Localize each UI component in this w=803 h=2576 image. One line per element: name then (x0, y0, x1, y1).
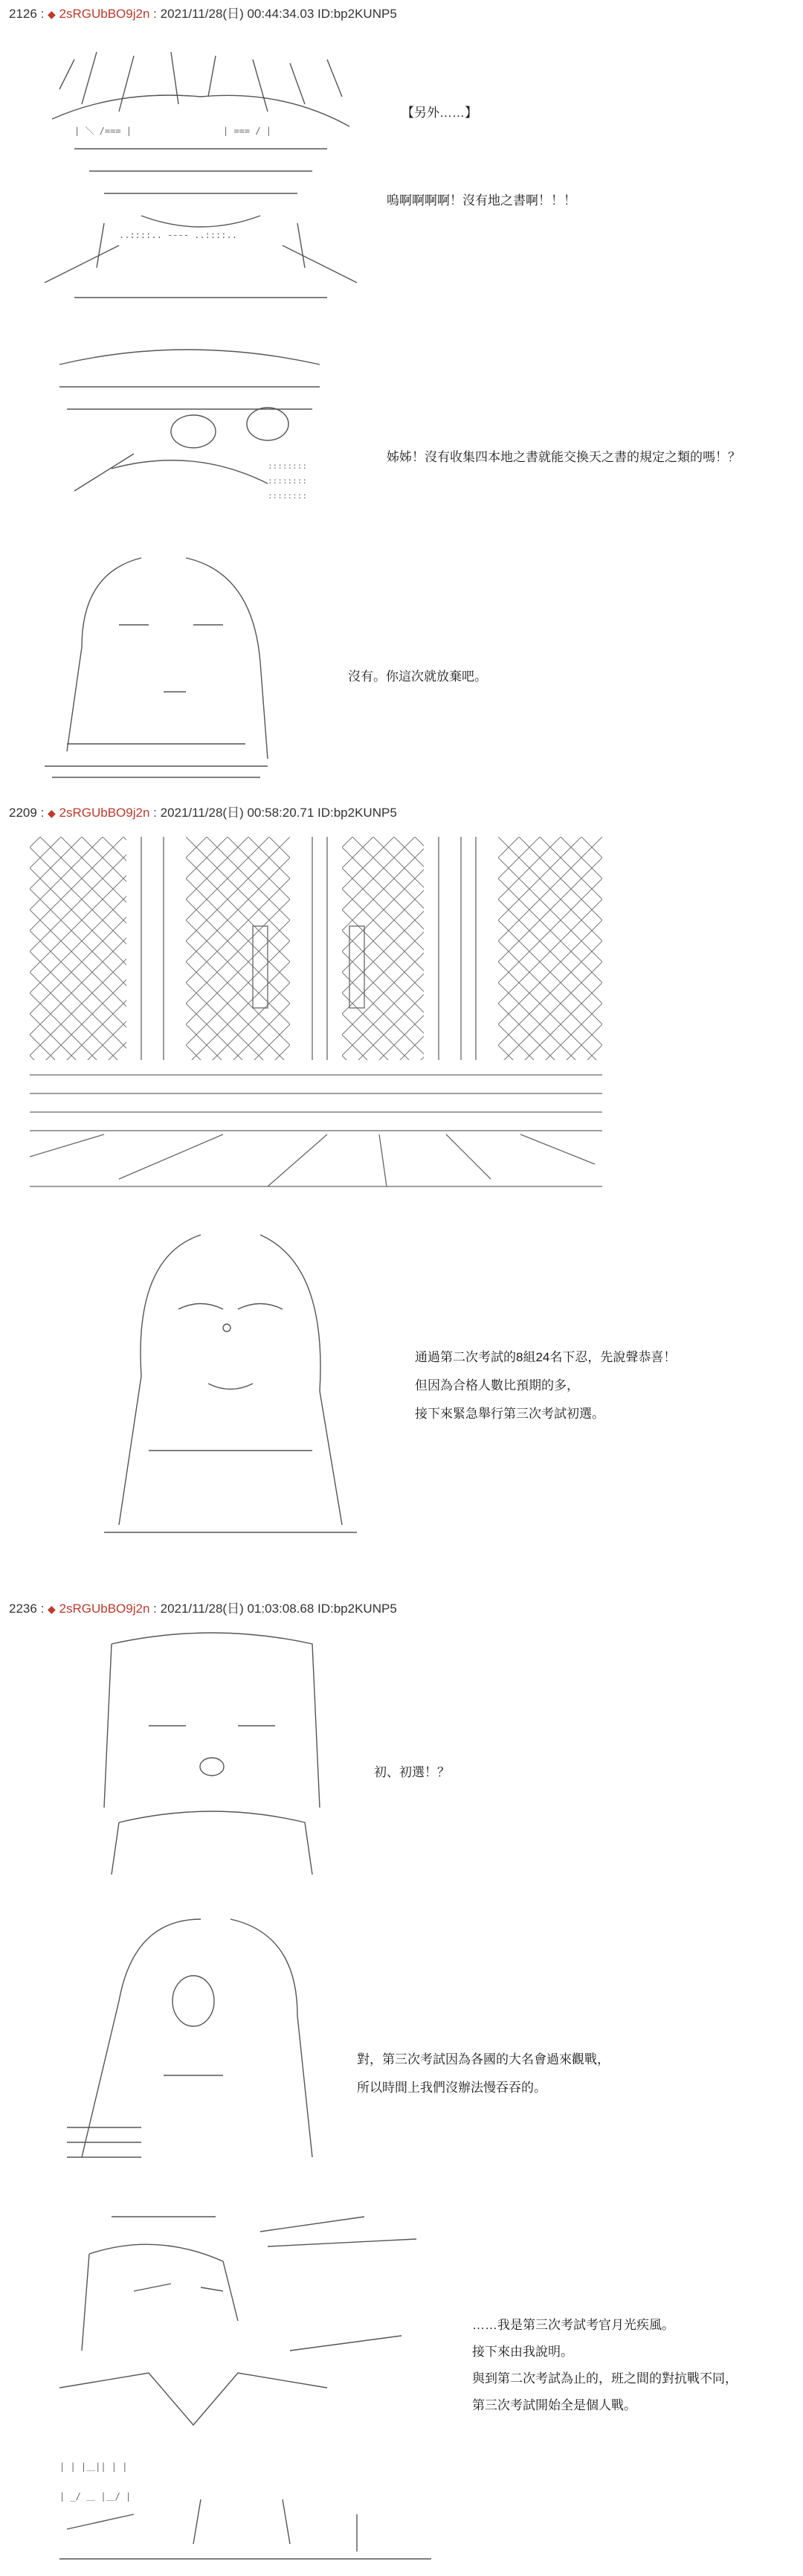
post-tripcode[interactable]: 2sRGUbBO9j2n (59, 7, 150, 21)
post-tripcode[interactable]: 2sRGUbBO9j2n (59, 1602, 150, 1616)
dialogue-line: ……我是第三次考試考官月光疾風。 (472, 2318, 674, 2332)
post-meta: 2021/11/28(日) 00:44:34.03 ID:bp2KUNP5 (160, 7, 397, 21)
dialogue-line: 通過第二次考試的8組24名下忍，先說聲恭喜！ (415, 1350, 677, 1364)
dialogue-line: 與到第二次考試為止的，班之間的對抗戰不同， (472, 2371, 738, 2386)
ascii-art-frame (89, 1227, 372, 1547)
ascii-art-frame (89, 1629, 335, 1882)
red-diamond-icon: ◆ (48, 807, 56, 819)
red-diamond-icon: ◆ (48, 1603, 56, 1615)
post-tripcode[interactable]: 2sRGUbBO9j2n (59, 806, 150, 820)
dialogue-line: 接下來緊急舉行第三次考試初選。 (415, 1407, 604, 1421)
svg-text:| | |＿|| | |: | | |＿|| | | (59, 2461, 128, 2472)
ascii-art-frame (52, 1904, 335, 2172)
ascii-art-frame (30, 837, 602, 1209)
post-number: 2126 (9, 7, 37, 21)
ascii-art-frame (45, 342, 327, 506)
svg-text:::::::::: :::::::: (268, 491, 307, 501)
dialogue-line: 但因為合格人數比預期的多， (415, 1378, 579, 1393)
dialogue-line: 初、初選！？ (374, 1765, 450, 1779)
post-number: 2236 (9, 1602, 37, 1616)
dialogue-line: 接下來由我說明。 (472, 2345, 573, 2359)
post-header: 2126 : ◆ 2sRGUbBO9j2n : 2021/11/28(日) 00:44:34.03 ID:bp2KUNP5 (9, 7, 397, 21)
dialogue-line: 嗚啊啊啊啊！沒有地之書啊！！！ (387, 193, 576, 208)
ascii-art-frame (45, 2202, 461, 2574)
dialogue-line: 所以時間上我們沒辦法慢吞吞的。 (357, 2081, 546, 2095)
ascii-art-frame (30, 45, 372, 312)
svg-text:| ＼ /=== |: | ＼ /=== | (74, 126, 132, 136)
svg-text:::::::::: :::::::: (268, 476, 307, 486)
ascii-art-frame (37, 543, 275, 781)
post-header: 2236 : ◆ 2sRGUbBO9j2n : 2021/11/28(日) 01:03:08.68 ID:bp2KUNP5 (9, 1602, 397, 1616)
svg-text:| _/ ＿ |＿/ |: | _/ ＿ |＿/ | (59, 2491, 132, 2502)
red-diamond-icon: ◆ (48, 8, 56, 20)
dialogue-line: 【另外……】 (402, 106, 477, 120)
dialogue-line: 姊姊！沒有收集四本地之書就能交換天之書的規定之類的嗎！？ (387, 450, 741, 464)
post-meta: 2021/11/28(日) 01:03:08.68 ID:bp2KUNP5 (160, 1602, 397, 1616)
svg-text:| === / |: | === / | (223, 126, 272, 136)
post-meta: 2021/11/28(日) 00:58:20.71 ID:bp2KUNP5 (160, 806, 397, 820)
post-number: 2209 (9, 806, 37, 820)
dialogue-line: 沒有。你這次就放棄吧。 (348, 669, 487, 684)
svg-text:..::::.. ---- ..::::..: ..::::.. ---- ..::::.. (119, 230, 237, 240)
svg-text:::::::::: :::::::: (268, 461, 307, 471)
dialogue-line: 對，第三次考試因為各國的大名會過來觀戰， (357, 2052, 610, 2066)
dialogue-line: 第三次考試開始全是個人戰。 (472, 2398, 636, 2412)
post-header: 2209 : ◆ 2sRGUbBO9j2n : 2021/11/28(日) 00:58:20.71 ID:bp2KUNP5 (9, 806, 397, 820)
